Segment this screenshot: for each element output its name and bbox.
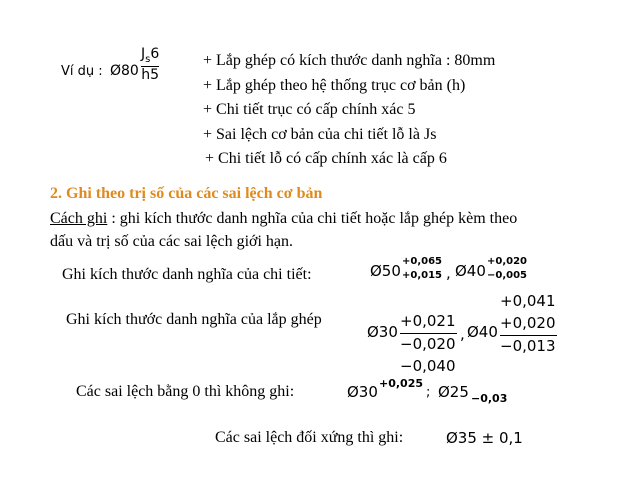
part-a-upper: +0,065 [402, 256, 443, 267]
part-b-lower: −0,005 [487, 270, 528, 281]
example-line-2: + Lắp ghép theo hệ thống trục cơ bản (h) [203, 77, 466, 94]
assembly-a-denominator-1: −0,020 [400, 335, 456, 353]
example-line-1: + Lắp ghép có kích thước danh nghĩa : 80mm [203, 52, 496, 69]
method-line-1 [50, 210, 517, 228]
part-a-base: Ø50 [370, 262, 401, 280]
method-label: Cách ghi [50, 210, 108, 227]
assembly-a-bar [400, 333, 457, 334]
part-b-upper: +0,020 [487, 256, 528, 267]
part-label: Ghi kích thước danh nghĩa của chi tiết: [62, 266, 312, 283]
example-label: Ví dụ : [61, 64, 103, 79]
fit-denominator: h5 [141, 66, 160, 83]
example-line-5: + Chi tiết lỗ có cấp chính xác là cấp 6 [205, 150, 447, 167]
zero-b-lower: −0,03 [471, 392, 508, 405]
assembly-separator: , [460, 325, 465, 343]
assembly-b-bar [500, 335, 557, 336]
assembly-b-numerator-1: +0,041 [500, 292, 556, 310]
assembly-a-base: Ø30 [367, 323, 398, 341]
section-heading: 2. Ghi theo trị số của các sai lệch cơ bản [50, 185, 323, 202]
assembly-b-numerator-2: +0,020 [500, 314, 556, 332]
example-fit-fraction [141, 47, 159, 83]
symmetric-label: Các sai lệch đối xứng thì ghi: [215, 429, 404, 446]
method-text: : ghi kích thước danh nghĩa của chi tiết hoặc lắp ghép kèm theo [107, 210, 518, 227]
zero-a-base: Ø30 [347, 383, 378, 401]
assembly-a-numerator: +0,021 [400, 312, 456, 330]
part-b-base: Ø40 [455, 262, 486, 280]
zero-separator: ; [426, 385, 431, 400]
method-line-2: dấu và trị số của các sai lệch giới hạn. [50, 233, 294, 250]
symmetric-value: Ø35 ± 0,1 [446, 429, 523, 447]
example-line-3: + Chi tiết trục có cấp chính xác 5 [203, 101, 416, 118]
fit-numerator: $J_s6$ [141, 46, 160, 65]
zero-a-upper: +0,025 [379, 377, 424, 390]
part-separator: , [446, 264, 451, 282]
zero-label: Các sai lệch bằng 0 thì không ghi: [76, 383, 295, 400]
zero-b-base: Ø25 [438, 383, 469, 401]
assembly-label: Ghi kích thước danh nghĩa của lắp ghép [66, 311, 322, 328]
assembly-b-base: Ø40 [467, 323, 498, 341]
example-line-4: + Sai lệch cơ bản của chi tiết lỗ là Js [203, 126, 437, 143]
assembly-a-denominator-2: −0,040 [400, 357, 456, 375]
part-a-lower: +0,015 [402, 270, 443, 281]
example-size: Ø80 [110, 63, 139, 79]
assembly-b-denominator: −0,013 [500, 337, 556, 355]
